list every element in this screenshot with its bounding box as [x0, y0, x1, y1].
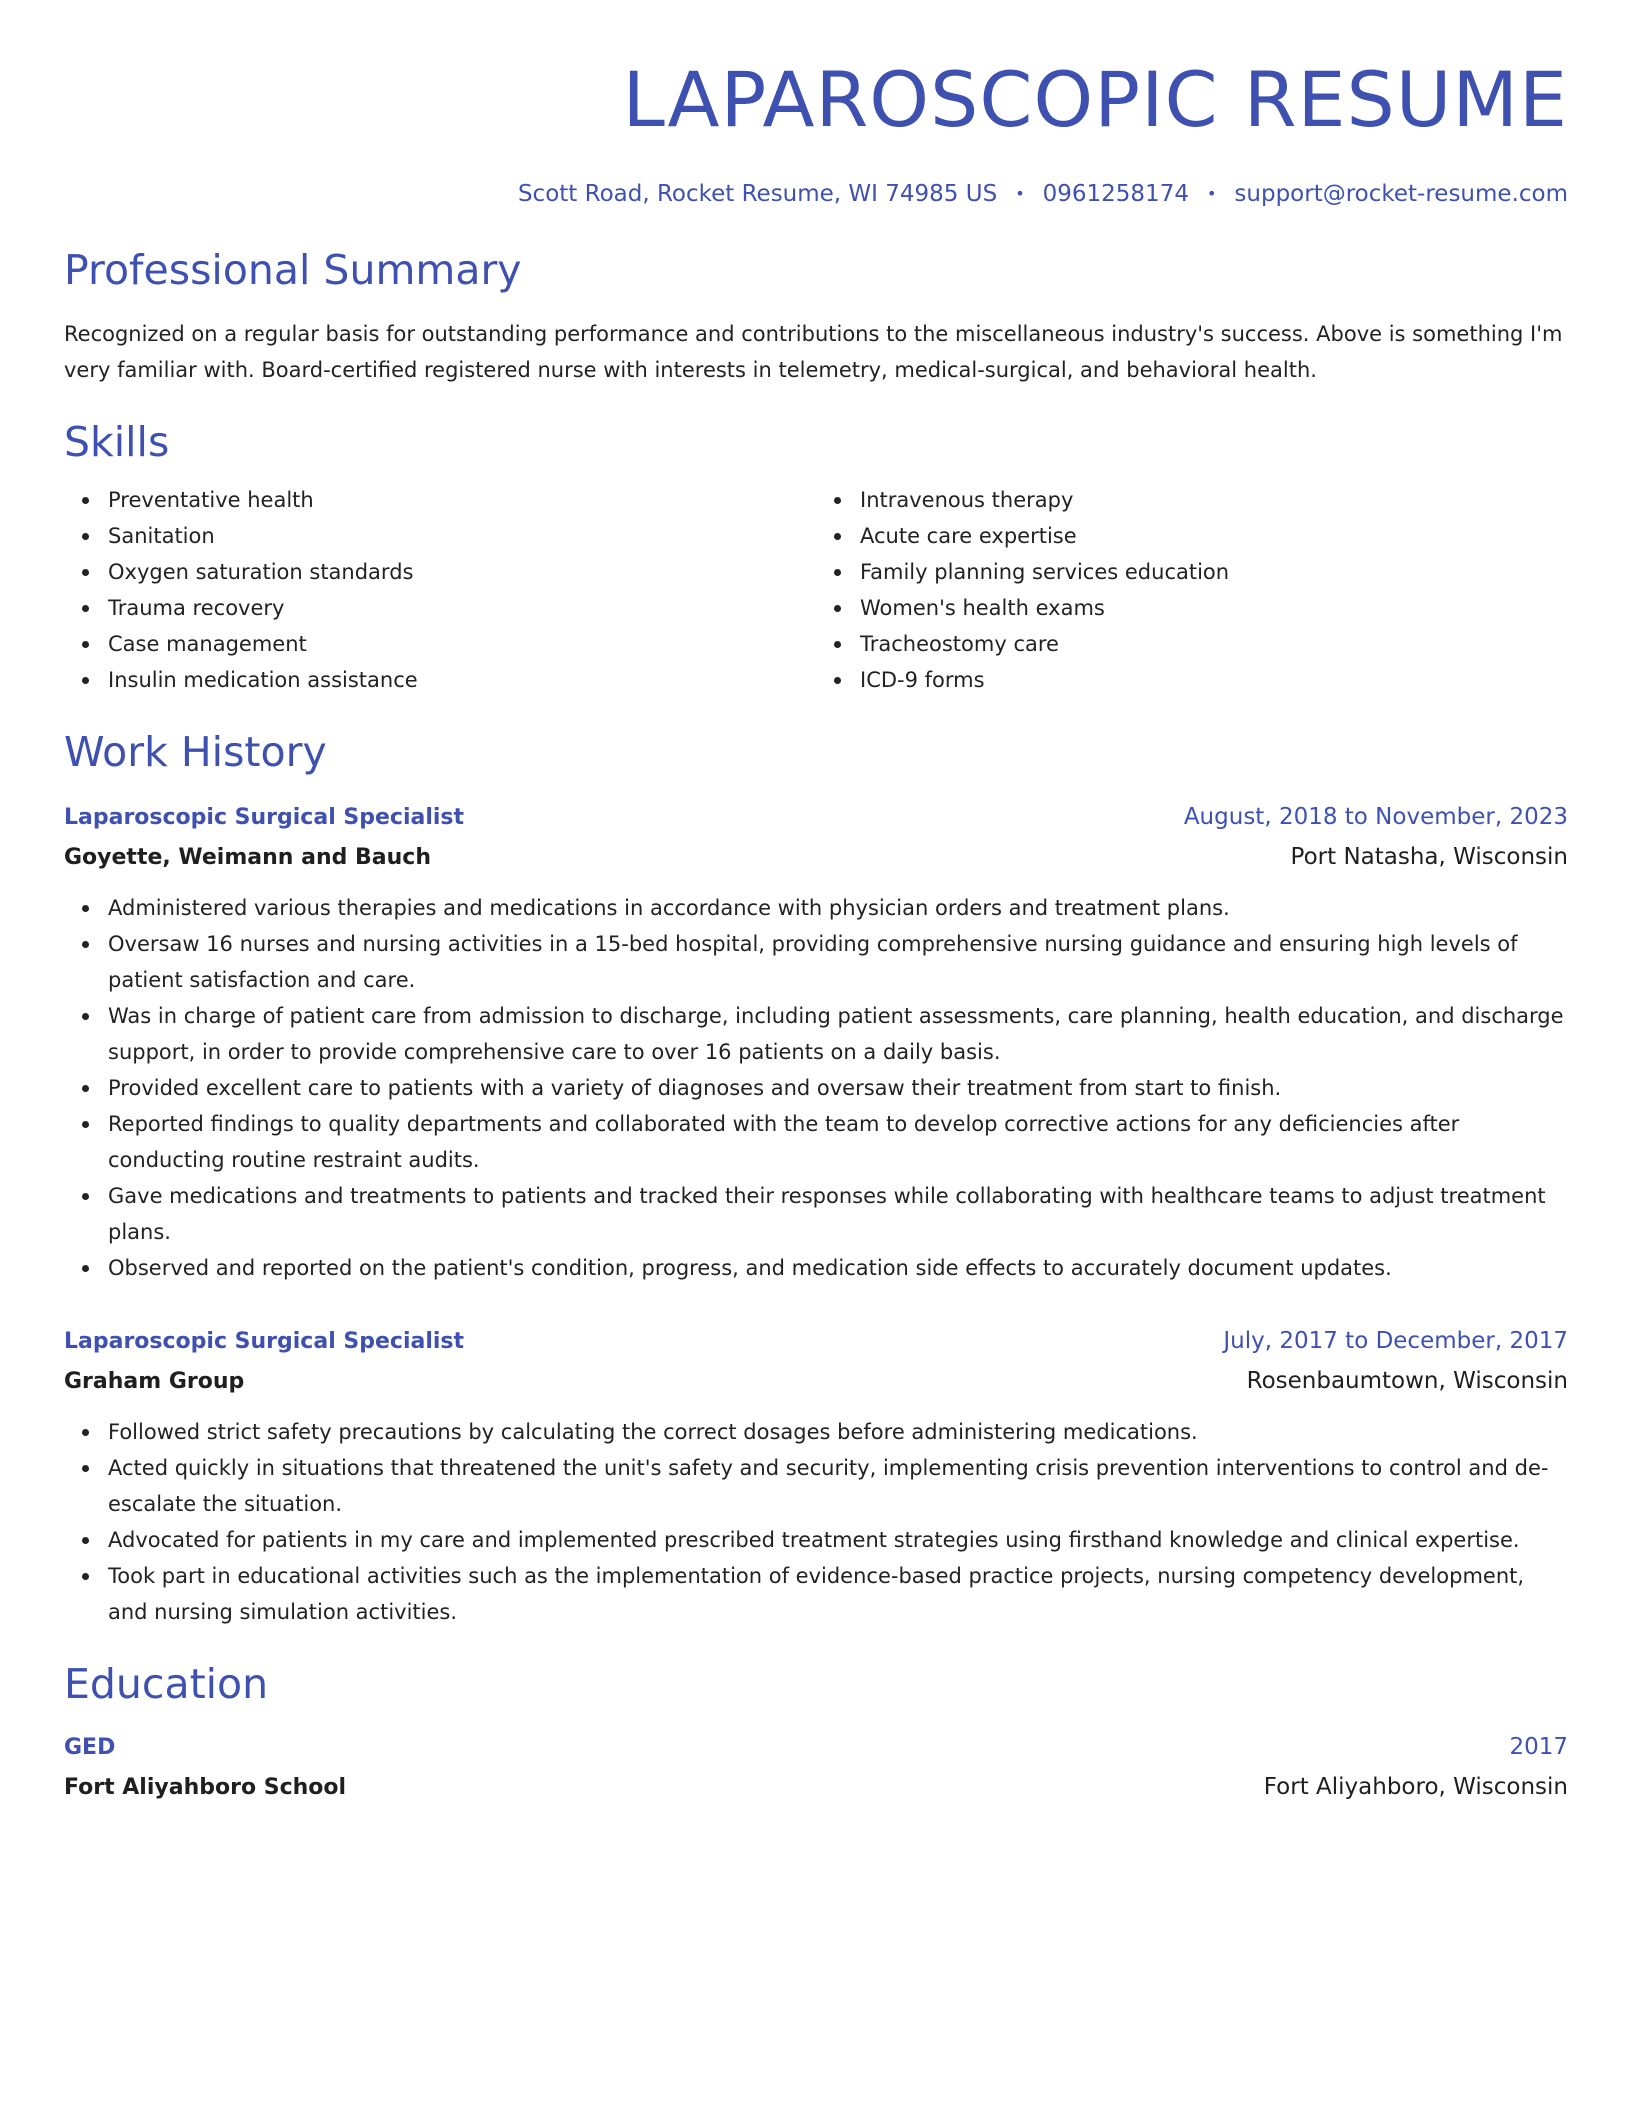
education-degree: GED — [64, 1735, 116, 1760]
job-title: Laparoscopic Surgical Specialist — [64, 805, 465, 830]
contact-address: Scott Road, Rocket Resume, WI 74985 US — [517, 181, 998, 207]
job-subheader — [64, 1361, 1568, 1402]
job-location: Port Natasha, Wisconsin — [1290, 844, 1568, 870]
job-subheader — [64, 837, 1568, 878]
skill-item: Tracheostomy care — [860, 626, 1568, 662]
contact-line — [64, 178, 1568, 210]
education-location: Fort Aliyahboro, Wisconsin — [1263, 1774, 1568, 1800]
job-bullet: Administered various therapies and medications in accordance with physician orders and treatment plans. — [108, 890, 1568, 926]
job-location: Rosenbaumtown, Wisconsin — [1246, 1368, 1568, 1394]
section-title-skills: Skills — [64, 418, 170, 466]
job-bullet: Acted quickly in situations that threatened the unit's safety and security, implementing crisis prevention interventions to control and de-escalate the situation. — [108, 1450, 1568, 1522]
job-employer: Graham Group — [64, 1369, 245, 1394]
job-bullet: Advocated for patients in my care and implemented prescribed treatment strategies using firsthand knowledge and clinical expertise. — [108, 1522, 1568, 1558]
skill-item: Oxygen saturation standards — [108, 554, 816, 590]
skill-item: ICD-9 forms — [860, 662, 1568, 698]
skill-item: Women's health exams — [860, 590, 1568, 626]
job-bullet: Followed strict safety precautions by calculating the correct dosages before administering medications. — [108, 1414, 1568, 1450]
skill-item: Family planning services education — [860, 554, 1568, 590]
contact-separator: • — [1015, 184, 1025, 203]
education-entry — [64, 1728, 1568, 1808]
skill-item: Trauma recovery — [108, 590, 816, 626]
job-bullet: Took part in educational activities such as the implementation of evidence-based practice projects, nursing competency development, and nursing simulation activities. — [108, 1558, 1568, 1630]
skill-item: Preventative health — [108, 482, 816, 518]
job-header — [64, 1322, 1568, 1361]
section-title-education: Education — [64, 1660, 269, 1708]
job-dates: August, 2018 to November, 2023 — [1183, 804, 1568, 830]
skills-list — [64, 482, 1568, 698]
skill-item: Intravenous therapy — [860, 482, 1568, 518]
education-school: Fort Aliyahboro School — [64, 1775, 347, 1800]
skill-item: Sanitation — [108, 518, 816, 554]
summary-text: Recognized on a regular basis for outstanding performance and contributions to the miscellaneous industry's success. Above is something I'm very familiar with. Board-certified registered nurse with interests in telemetry, medical-surgical, and behavioral health. — [64, 322, 1563, 382]
job-header — [64, 798, 1568, 837]
job-bullet: Oversaw 16 nurses and nursing activities in a 15-bed hospital, providing comprehensive nursing guidance and ensuring high levels of patient satisfaction and care. — [108, 926, 1568, 998]
job-entry — [64, 798, 1568, 1286]
contact-separator: • — [1206, 184, 1217, 203]
job-title: Laparoscopic Surgical Specialist — [64, 1329, 465, 1354]
resume-title: LAPAROSCOPIC RESUME — [622, 55, 1568, 144]
education-year: 2017 — [1509, 1734, 1568, 1760]
skill-item: Insulin medication assistance — [108, 662, 816, 698]
job-bullet: Was in charge of patient care from admission to discharge, including patient assessments, care planning, health education, and discharge support, in order to provide comprehensive care to over 16 patients on a daily basis. — [108, 998, 1568, 1070]
job-bullet: Provided excellent care to patients with a variety of diagnoses and oversaw their treatment from start to finish. — [108, 1070, 1568, 1106]
job-dates: July, 2017 to December, 2017 — [1223, 1328, 1568, 1354]
section-title-professional-summary: Professional Summary — [64, 246, 522, 294]
skill-item: Acute care expertise — [860, 518, 1568, 554]
job-bullets — [64, 890, 1568, 1286]
education-header — [64, 1728, 1568, 1767]
skills-column-left — [64, 482, 816, 698]
section-title-work-history: Work History — [64, 728, 327, 776]
job-bullets — [64, 1414, 1568, 1630]
job-bullet: Gave medications and treatments to patients and tracked their responses while collaborating with healthcare teams to adjust treatment plans. — [108, 1178, 1568, 1250]
job-bullet: Reported findings to quality departments and collaborated with the team to develop corrective actions for any deficiencies after conducting routine restraint audits. — [108, 1106, 1568, 1178]
job-bullet: Observed and reported on the patient's condition, progress, and medication side effects to accurately document updates. — [108, 1250, 1568, 1286]
skills-column-right — [816, 482, 1568, 698]
contact-email: support@rocket-resume.com — [1234, 181, 1568, 207]
job-entry — [64, 1322, 1568, 1630]
skill-item: Case management — [108, 626, 816, 662]
contact-phone: 0961258174 — [1042, 181, 1189, 207]
education-subheader — [64, 1767, 1568, 1808]
job-employer: Goyette, Weimann and Bauch — [64, 845, 431, 870]
